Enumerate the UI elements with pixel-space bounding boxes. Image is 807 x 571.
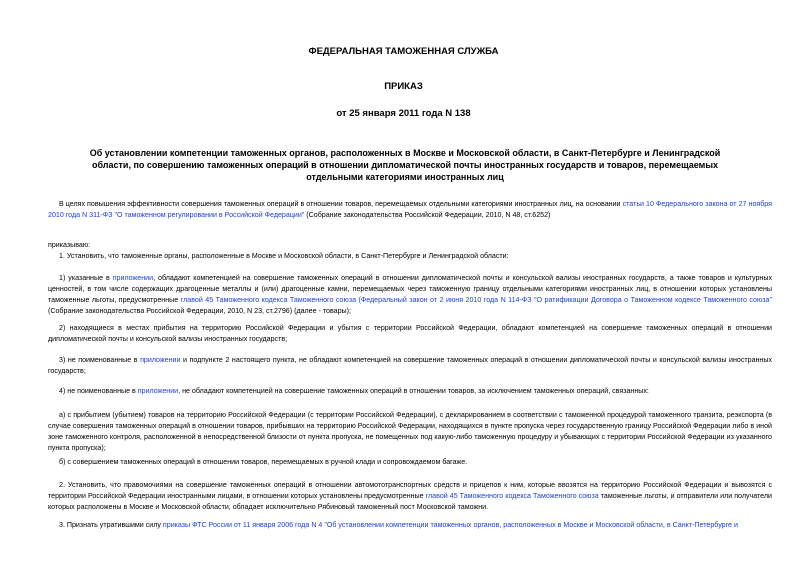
p2-text: 2. Установить, что правомочиями на совершение таможенных операций в отношении автомототранспортных средств и прицепов к ним, которые ввозятся на территорию Российской Федерации и вывозятся с территории Российской Федерации иностранными лицами, в отношении которых установлены предусмотренные <box>48 481 772 500</box>
p1-4-text-2: , не обладают компетенцией на совершение таможенных операций в отношении товаров, за исключением таможенных операций, связанных: <box>178 387 649 395</box>
paragraph-1-2: 2) находящиеся в местах прибытия на территорию Российской Федерации и убытия с территории Российской Федерации, обладают компетенцией на совершение таможенных операций в отношении дипломатической почты и консульской вализы иностранных государств; <box>48 324 772 343</box>
order-word: приказываю: <box>48 241 91 249</box>
paragraph-1-4-a: а) с прибытием (убытием) товаров на территорию Российской Федерации (с территории Российской Федерации), с декларированием в соответствии с таможенной процедурой таможенного транзита, реэкспорта (в случае совершения таможенных операций в отношении товаров, прибывших на территорию Российской Федерации, находящихся в пункте пропуска через государственную границу Российской Федерации либо в иной зоне таможенного контроля, расположенной в непосредственной близости от пункта пропуска, не помещенных под какую-либо таможенную процедуру и убывающих с территории Российской Федерации из указанного пункта пропуска); <box>48 411 772 452</box>
paragraph-2 <box>48 480 772 513</box>
p1-1-text-3: (Собрание законодательства Российской Федерации, 2010, N 23, ст.2796) (далее - товары); <box>48 307 351 315</box>
document-type: ПРИКАЗ <box>384 81 423 92</box>
p1-1-text: 1) указанные в <box>59 274 113 282</box>
paragraph-1-1 <box>48 273 772 317</box>
paragraph-1-4 <box>48 386 772 397</box>
link-appendix-2[interactable]: приложении <box>140 356 181 364</box>
preamble-text-end: (Собрание законодательства Российской Федерации, 2010, N 48, ст.6252) <box>304 211 551 219</box>
link-fts-orders[interactable]: приказы ФТС России от 11 января 2006 года N 4 "Об установлении компетенции таможенных органов, расположенных в Москве и Московской области, в Санкт-Петербурге и <box>162 521 738 529</box>
p2-text-2: таможенные льготы, и отправители или получатели которых расположены в Москве и Московской области, обладает исключительно Рябиновый таможенный пост Московской таможни. <box>48 492 772 511</box>
p1-1-text-2: , обладают компетенцией на совершение таможенных операций в отношении дипломатической почты и консульской вализы иностранных государств, а также товаров и культурных ценностей, в том числе содержащих драгоценные металлы и (или) драгоценные камни, перемещаемых через таможенную границу отдельными категориями иностранных лиц, в отношении которых установлены таможенные льготы, предусмотренные <box>48 274 772 304</box>
preamble-text: В целях повышения эффективности совершения таможенных операций в отношении товаров, перемещаемых отдельными категориями иностранных лиц, на основании <box>59 200 623 208</box>
paragraph-1: 1. Установить, что таможенные органы, расположенные в Москве и Московской области, в Санкт-Петербурге и Ленинградской области: <box>59 252 509 260</box>
p1-3-text-2: и подпункте 2 настоящего пункта, не обладают компетенцией на совершение таможенных операций в отношении дипломатической почты и консульской вализы иностранных государств; <box>48 356 772 375</box>
paragraph-1-3 <box>48 355 772 377</box>
link-article-10[interactable]: статьи 10 Федерального закона от 27 ноября 2010 года N 311-ФЗ "О таможенном регулировании в Российской Федерации" <box>48 200 773 219</box>
link-appendix[interactable]: приложении <box>112 274 154 282</box>
link-federal-law-114[interactable]: (Федеральный закон от 2 июня 2010 года N 114-ФЗ "О ратификации Договора о Таможенном кодексе Таможенного союза" <box>358 296 772 304</box>
p1-4-text: 4) не поименованные в <box>59 387 138 395</box>
document-date-number: от 25 января 2011 года N 138 <box>336 108 471 119</box>
p1-3-text: 3) не поименованные в <box>59 356 141 364</box>
link-chapter-45[interactable]: главой 45 Таможенного кодекса Таможенного союза <box>180 296 357 304</box>
p3-text: 3. Признать утратившими силу <box>59 521 163 529</box>
link-chapter-45-2[interactable]: главой 45 Таможенного кодекса Таможенного союза <box>425 492 599 500</box>
paragraph-1-4-b: б) с совершением таможенных операций в отношении товаров, перемещаемых в ручной клади и сопровождаемом багаже. <box>59 458 468 466</box>
agency-name: ФЕДЕРАЛЬНАЯ ТАМОЖЕННАЯ СЛУЖБА <box>308 46 499 57</box>
link-appendix-3[interactable]: приложении <box>137 387 179 395</box>
preamble-paragraph <box>48 199 772 221</box>
paragraph-3 <box>48 520 772 531</box>
document-title: Об установлении компетенции таможенных органов, расположенных в Москве и Московской области, в Санкт-Петербурге и Ленинградской области, по совершению таможенных операций в отношении дипломатической почты иностранных государств и товаров, перемещаемых отдельными категориями иностранных лиц <box>89 148 721 182</box>
